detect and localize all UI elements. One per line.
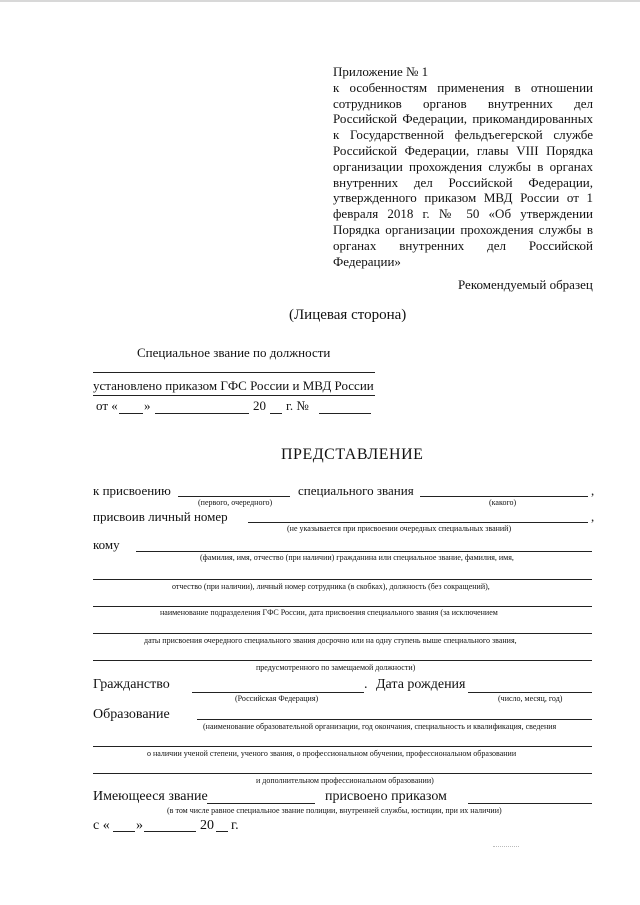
- current-rank-field[interactable]: [207, 803, 315, 804]
- order-day-field[interactable]: [119, 413, 143, 414]
- education-hint-2: о наличии ученой степени, ученого звания, о профессиональном обучении, профессиональном образовании: [147, 749, 517, 758]
- order-year-prefix: 20: [253, 398, 266, 413]
- rank-by-position-line[interactable]: [93, 372, 375, 373]
- to-whom-hint-4: даты присвоения очередного специального звания досрочно или на одну ступень выше специального звания,: [144, 636, 517, 645]
- side-label: (Лицевая сторона): [289, 307, 407, 323]
- education-field-1[interactable]: [197, 719, 592, 720]
- to-whom-hint-5: предусмотренного по замещаемой должности): [256, 663, 416, 672]
- to-whom-hint-3: наименование подразделения ГФС России, дата присвоения специального звания (за исключением: [160, 608, 498, 617]
- since-day-field[interactable]: [113, 831, 135, 832]
- education-field-2[interactable]: [93, 746, 592, 747]
- rank-label: специального звания: [298, 483, 414, 498]
- assigned-by-field[interactable]: [468, 803, 592, 804]
- personal-number-label: присвоив личный номер: [93, 509, 228, 524]
- scan-speck: [493, 846, 519, 848]
- to-whom-field-3[interactable]: [93, 606, 592, 607]
- education-hint-3: и дополнительном профессиональном образовании): [256, 776, 434, 785]
- to-whom-hint-1: (фамилия, имя, отчество (при наличии) гражданина или специальное звание, фамилия, имя,: [200, 553, 514, 562]
- rank-by-position-label: Специальное звание по должности: [137, 345, 331, 360]
- since-prefix: с «: [93, 818, 110, 833]
- to-whom-field-2[interactable]: [93, 579, 592, 580]
- current-rank-hint: (в том числе равное специальное звание полиции, внутренней службы, юстиции, при их наличии): [167, 806, 502, 815]
- page-heading: ПРЕДСТАВЛЕНИЕ: [281, 446, 424, 463]
- citizenship-hint: (Российская Федерация): [235, 694, 319, 703]
- since-suffix: г.: [231, 818, 239, 833]
- appendix-title: Приложение № 1: [333, 64, 429, 79]
- assigned-by-label: присвоено приказом: [325, 789, 447, 804]
- assign-label: к присвоению: [93, 483, 171, 498]
- to-whom-hint-2: отчество (при наличии), личный номер сотрудника (в скобках), должность (без сокращений),: [172, 582, 490, 591]
- appendix-block: [333, 64, 593, 269]
- since-year-prefix: 20: [200, 818, 214, 833]
- personal-number-hint: (не указывается при присвоении очередных специальных званий): [287, 524, 512, 533]
- assign-hint: (первого, очередного): [198, 498, 273, 507]
- birth-date-field[interactable]: [468, 692, 592, 693]
- assign-field[interactable]: [178, 496, 290, 497]
- personal-number-comma: ,: [591, 509, 595, 524]
- appendix-text: к особенностям применения в отношении сотрудников органов внутренних дел Российской Федерации, прикомандированных к Государственной фельдъегерской службе Российской Федерации, главы VIII Порядка организации прохождения службы в органах внутренних дел Российской Федерации, утвержденного приказом МВД России от 1 февраля 2018 г. № 50 «Об утверждении Порядка организации прохождения службы в органах внутренних дел Российской Федерации»: [333, 79, 593, 269]
- birth-date-label: Дата рождения: [376, 677, 466, 692]
- to-whom-field-4[interactable]: [93, 633, 592, 634]
- personal-number-field[interactable]: [248, 522, 588, 523]
- since-month-field[interactable]: [144, 831, 196, 832]
- current-rank-label: Имеющееся звание: [93, 789, 208, 804]
- rank-field[interactable]: [420, 496, 588, 497]
- citizenship-period: .: [364, 677, 368, 692]
- education-label: Образование: [93, 707, 170, 722]
- order-number-label: г. №: [286, 398, 309, 413]
- order-from-label: от «: [96, 398, 118, 413]
- scan-top-edge: [0, 0, 640, 2]
- order-close-quote: »: [144, 398, 151, 413]
- order-year-field[interactable]: [270, 413, 282, 414]
- established-text: установлено приказом ГФС России и МВД России: [93, 378, 374, 393]
- education-field-3[interactable]: [93, 773, 592, 774]
- to-whom-field-5[interactable]: [93, 660, 592, 661]
- since-year-field[interactable]: [216, 831, 228, 832]
- sample-note: Рекомендуемый образец: [458, 277, 593, 292]
- rank-hint: (какого): [489, 498, 517, 507]
- rank-comma: ,: [591, 483, 595, 498]
- citizenship-field[interactable]: [192, 692, 364, 693]
- to-whom-field-1[interactable]: [136, 551, 592, 552]
- order-number-field[interactable]: [319, 413, 371, 414]
- since-close-quote: »: [136, 818, 143, 833]
- birth-date-hint: (число, месяц, год): [498, 694, 563, 703]
- order-month-field[interactable]: [155, 413, 249, 414]
- to-whom-label: кому: [93, 537, 120, 552]
- established-underline: [93, 395, 375, 396]
- citizenship-label: Гражданство: [93, 677, 170, 692]
- education-hint-1: (наименование образовательной организации, год окончания, специальность и квалификация, сведения: [203, 722, 557, 731]
